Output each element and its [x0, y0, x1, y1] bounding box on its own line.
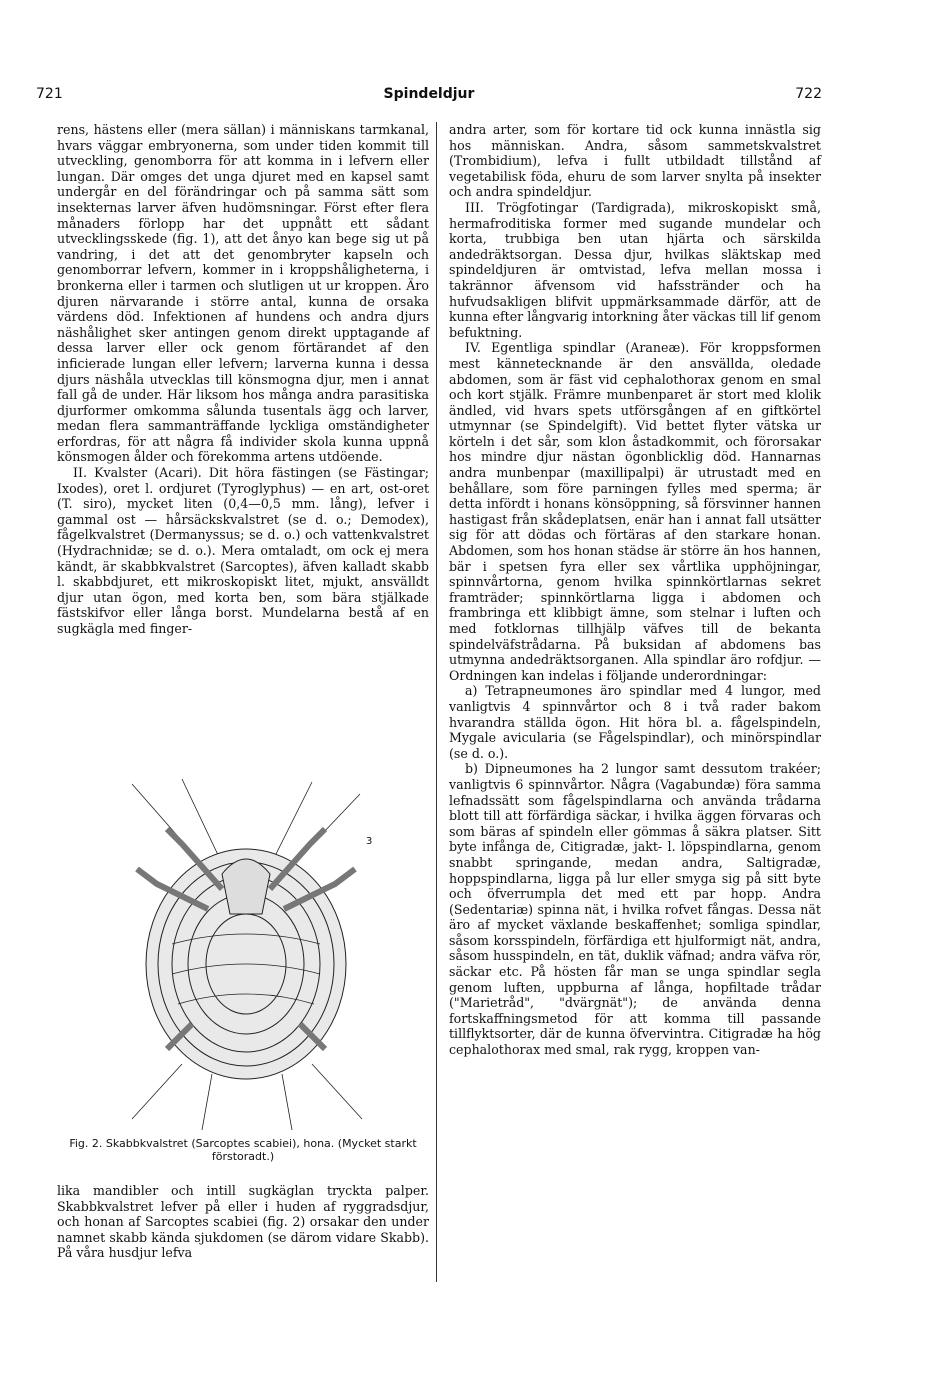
figure-caption	[57, 1137, 429, 1163]
right-column	[449, 122, 821, 1058]
page-number-right: 722	[795, 86, 822, 102]
paragraph: III. Trögfotingar (Tardigrada), mikroskopiskt små, hermafroditiska former med sugande mundelar och korta, trubbiga ben utan hjärta och särskilda andedräktsorgan. Dessa djur, hvilkas släktskap med spindeldjuren är omtvistad, lefva mellan mossa i takrännor äfvensom vid hafsstränder och ha hufvudsakligen blifvit uppmärksammade därför, att de kunna efter långvarig intorkning åter väckas till lif genom befuktning.	[449, 199, 821, 340]
paragraph: IV. Egentliga spindlar (Araneæ). För kroppsformen mest kännetecknande är den ansvällda, oledade abdomen, som är fäst vid cephalothorax genom en smal och kort stjälk. Främre munbenparet är stort med klolik ändled, vid hvars spets utförsgången af en giftkörtel utmynnar (se Spindelgift). Vid bettet flyter vätska ur körteln i det sår, som klon åstadkommit, och förorsakar hos mindre djur nästan ögonblicklig död. Hannarnas andra munbenpar (maxillipalpi) är utrustadt med en behållare, som före parningen fylles med sperma; är detta infördt i honans könsöppning, så försvinner hannen hastigast från skådeplatsen, enär han i annat fall utsätter sig för att dödas och förtäras af den starkare honan. Abdomen, som hos honan städse är större än hos hannen, bär i spetsen fyra eller sex vårtlika upphöjningar, spinnvårtorna, genom hvilka spinnkörtlarnas sekret framträder; spinnkörtlarna ligga i abdomen och frambringa ett klibbigt ämne, som stelnar i luften och med fotklornas tillhjälp väfves till de bekanta spindelväfstrådarna. På buksidan af abdomens bas utmynna andedräktsorganen. Alla spindlar äro rofdjur. — Ordningen kan indelas i följande underordningar:	[449, 340, 821, 683]
column-divider	[436, 122, 437, 1282]
left-column	[57, 122, 429, 637]
figure-caption-text: Skabbkvalstret (Sarcoptes scabiei), hona. (Mycket starkt förstoradt.)	[105, 1137, 417, 1163]
left-column-continuation	[57, 1183, 429, 1261]
paragraph: rens, hästens eller (mera sällan) i människans tarmkanal, hvars väggar embryonerna, som under tiden kommit till utveckling, genomborra för att komma in i lefvern eller lungan. Där omges det unga djuret med en kapsel samt undergår en del förändringar och på samma sätt som insekternas larver äfven hudömsningar. Först efter flera månaders förlopp har det uppnått ett sådant utvecklingsskede (fig. 1), att det ånyo kan bege sig ut på vandring, i det att det genombryter kapseln och genomborrar lefvern, kommer in i kroppshåligheterna, i bronkerna eller i tarmen och slutligen ut ur kroppen. Äro djuren närvarande i större antal, kunna de orsaka värdens död. Infektionen af hundens och andra djurs näshålighet sker antingen genom direkt upptagande af dessa larver eller ock genom förtärandet af den inficierade lungan eller lefvern; larverna kunna i dessa djurs näshåla utvecklas till könsmogna djur, men i annat fall gå de under. Här liksom hos många andra parasitiska djurformer omkomma sålunda tusentals ägg och larver, medan flera sammanträffande lyckliga omständigheter erfordras, för att några få individer skola kunna uppnå könsmogen ålder och förekomma artens utdöende.	[57, 122, 429, 465]
page-number-left: 721	[36, 86, 63, 102]
figure-number: Fig. 2.	[69, 1137, 103, 1150]
paragraph: andra arter, som för kortare tid ock kunna innästla sig hos människan. Andra, såsom sammetskvalstret (Trombidium), lefva i fullt utbildadt tillstånd af vegetabilisk föda, ehuru de som larver snylta på insekter och andra spindeldjur.	[449, 122, 821, 200]
paragraph: II. Kvalster (Acari). Dit höra fästingen (se Fästingar; Ixodes), oret l. ordjuret (Tyroglyphus) — en art, ost-oret (T. siro), mycket liten (0,4—0,5 mm. lång), lefver i gammal ost — hårsäckskvalstret (se d. o.; Demodex), fågelkvalstret (Dermanyssus; se d. o.) och vattenkvalstret (Hydrachnidæ; se d. o.). Mera omtaladt, om ock ej mera kändt, är skabbkvalstret (Sarcoptes), äfven kalladt skabb l. skabbdjuret, ett mikroskopiskt litet, mjukt, ansvälldt djur utan ögon, med korta ben, som bära stjälkade fästskifvor eller långa borst. Mundelarna bestå af en sugkägla med finger-	[57, 465, 429, 636]
paragraph: a) Tetrapneumones äro spindlar med 4 lungor, med vanligtvis 4 spinnvårtor och 8 i två rader bakom hvarandra ställda ögon. Hit höra bl. a. fågelspindeln, Mygale avicularia (se Fågelspindlar), och minörspindlar (se d. o.).	[449, 683, 821, 761]
page-header	[36, 86, 822, 108]
paragraph: lika mandibler och intill sugkäglan tryckta palper. Skabbkvalstret lefver på eller i huden af ryggradsdjur, och honan af Sarcoptes scabiei (fig. 2) orsakar den under namnet skabb kända sjukdomen (se därom vidare Skabb). På våra husdjur lefva	[57, 1183, 429, 1261]
figure-label-3: 3	[366, 836, 373, 847]
sarcoptes-illustration	[112, 774, 380, 1134]
paragraph: b) Dipneumones ha 2 lungor samt dessutom trakéer; vanligtvis 6 spinnvårtor. Några (Vagabundæ) föra samma lefnadssätt som fågelspindlarna och använda trådarna blott till att förfärdiga säckar, i hvilka äggen förvaras och som bäras af spindeln eller gömmas å säkra platser. Sitt byte infånga de, Citigradæ, jakt- l. löpspindlarna, genom snabbt springande, medan andra, Saltigradæ, hoppspindlarna, ligga på lur eller smyga sig på sitt byte och öfverrumpla det med ett par hopp. Andra (Sedentariæ) spinna nät, i hvilka rofvet fångas. Dessa nät äro af mycket växlande beskaffenhet; somliga spindlar, såsom korsspindeln, förfärdiga ett hjulformigt nät, andra, såsom husspindeln, en tät, duklik väfnad; andra väfva rör, säckar etc. På hösten får man se unga spindlar segla genom luften, uppburna af långa, hopfiltade trådar ("Marietråd", "dvärgnät"); de använda denna fortskaffningsmetod för att komma till passande tillflyktsorter, där de kunna öfvervintra. Citigradæ ha hög cephalothorax med smal, rak rygg, kroppen van-	[449, 761, 821, 1058]
running-title: Spindeldjur	[383, 86, 475, 102]
